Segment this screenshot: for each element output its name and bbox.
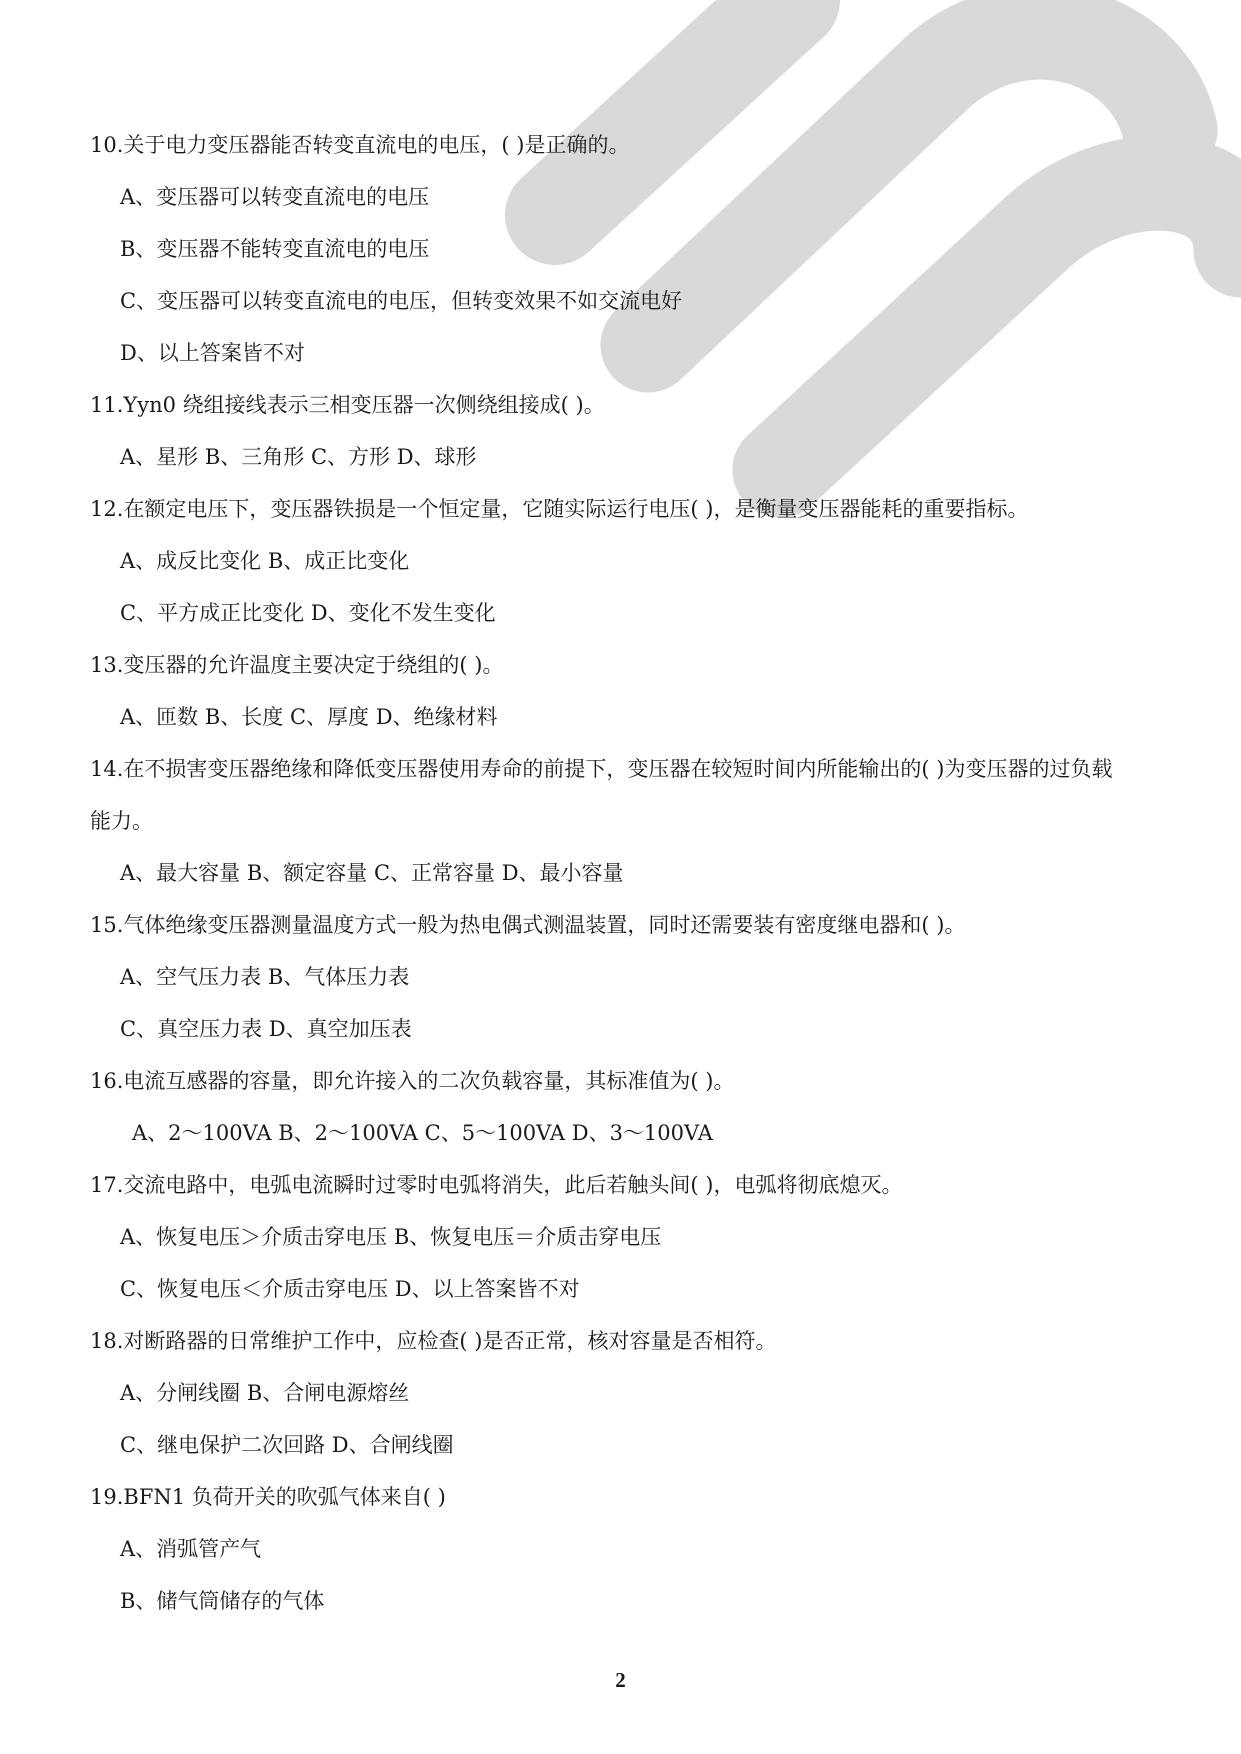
- option-line: D、以上答案皆不对: [120, 341, 305, 365]
- option-line: C、变压器可以转变直流电的电压，但转变效果不如交流电好: [120, 289, 683, 313]
- question-14: 14.在不损害变压器绝缘和降低变压器使用寿命的前提下，变压器在较短时间内所能输出的( )为变压器的过负载: [90, 757, 1113, 781]
- option-line: C、真空压力表 D、真空加压表: [120, 1017, 412, 1041]
- option-line: A、变压器可以转变直流电的电压: [120, 185, 430, 209]
- option-line: B、储气筒储存的气体: [120, 1589, 325, 1613]
- option-line: A、恢复电压＞介质击穿电压 B、恢复电压＝介质击穿电压: [120, 1225, 662, 1249]
- option-line: C、继电保护二次回路 D、合闸线圈: [120, 1433, 454, 1457]
- question-18: 18.对断路器的日常维护工作中，应检查( )是否正常，核对容量是否相符。: [90, 1329, 777, 1353]
- option-line: C、恢复电压＜介质击穿电压 D、以上答案皆不对: [120, 1277, 580, 1301]
- option-line: B、变压器不能转变直流电的电压: [120, 237, 430, 261]
- question-10: 10.关于电力变压器能否转变直流电的电压，( )是正确的。: [90, 133, 630, 157]
- option-line: A、2～100VA B、2～100VA C、5～100VA D、3～100VA: [132, 1121, 713, 1145]
- option-line: A、消弧管产气: [120, 1537, 262, 1561]
- question-12: 12.在额定电压下，变压器铁损是一个恒定量，它随实际运行电压( )，是衡量变压器能耗的重要指标。: [90, 497, 1029, 521]
- page-number: 2: [615, 1668, 626, 1692]
- question-17: 17.交流电路中，电弧电流瞬时过零时电弧将消失，此后若触头间( )，电弧将彻底熄灭。: [90, 1173, 903, 1197]
- option-line: A、分闸线圈 B、合闸电源熔丝: [120, 1381, 410, 1405]
- question-14-continuation: 能力。: [90, 809, 153, 833]
- option-line: A、最大容量 B、额定容量 C、正常容量 D、最小容量: [120, 861, 624, 885]
- option-line: A、星形 B、三角形 C、方形 D、球形: [120, 445, 477, 469]
- option-line: C、平方成正比变化 D、变化不发生变化: [120, 601, 496, 625]
- option-line: A、匝数 B、长度 C、厚度 D、绝缘材料: [120, 705, 498, 729]
- question-16: 16.电流互感器的容量，即允许接入的二次负载容量，其标准值为( )。: [90, 1069, 735, 1093]
- question-15: 15.气体绝缘变压器测量温度方式一般为热电偶式测温装置，同时还需要装有密度继电器和( )。: [90, 913, 966, 937]
- question-19: 19.BFN1 负荷开关的吹弧气体来自( ): [90, 1485, 446, 1509]
- option-line: A、空气压力表 B、气体压力表: [120, 965, 410, 989]
- question-13: 13.变压器的允许温度主要决定于绕组的( )。: [90, 653, 504, 677]
- question-11: 11.Yyn0 绕组接线表示三相变压器一次侧绕组接成( )。: [90, 393, 605, 417]
- option-line: A、成反比变化 B、成正比变化: [120, 549, 410, 573]
